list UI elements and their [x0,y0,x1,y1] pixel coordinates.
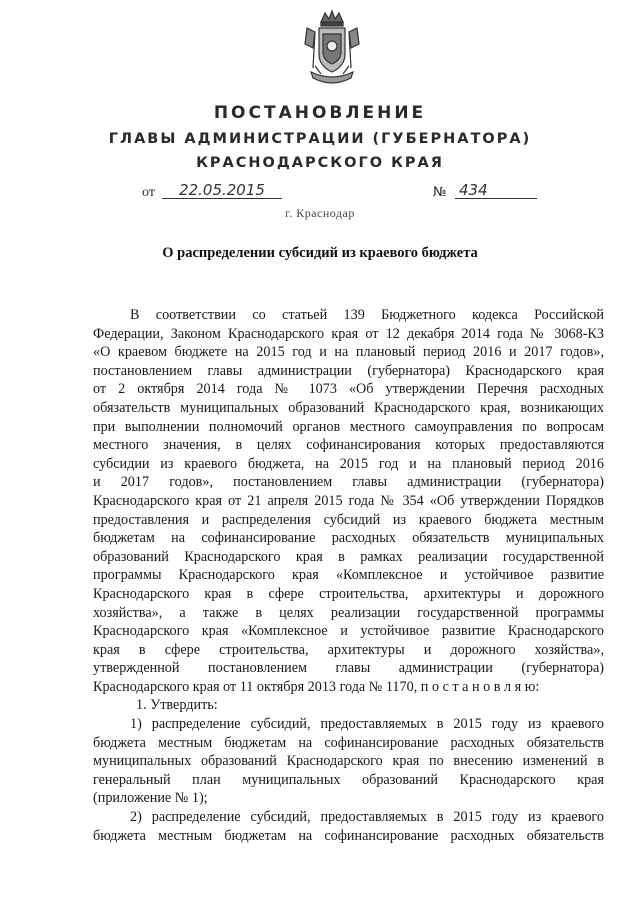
subitem-1-line: муниципальных образований Краснодарского края по внесению изменений в [93,753,604,770]
body-line: местного значения, в целях софинансирования которых предоставляются [93,437,604,454]
body-line: от 2 октября 2014 года № 1073 «Об утверждении Перечня расходных [93,381,604,398]
body-line: субсидии из краевого бюджета, на 2015 год и на плановый период 2016 [93,455,604,472]
document-number: 434 [455,181,537,199]
body-line: бюджетам на софинансирование расходных обязательств муниципальных [93,530,604,547]
body-line: образований Краснодарского края в рамках реализации государственной [93,548,604,565]
body-line: и 2017 годов», постановлением главы администрации (губернатора) [93,474,604,491]
body-line: хозяйства», а также в целях реализации государственной программы [93,604,604,621]
number-prefix: № [433,185,447,200]
body-line: постановлением главы администрации (губернатора) Краснодарского края [93,362,604,379]
body-line: Краснодарского края в сфере строительства, архитектуры и дорожного [93,585,604,602]
document-type-heading: ПОСТАНОВЛЕНИЕ [213,103,427,123]
body-line: утвержденной постановлением главы администрации (губернатора) [93,660,604,677]
body-line: предоставления и распределения субсидий из краевого бюджета местным [93,511,604,528]
region-heading: КРАСНОДАРСКОГО КРАЯ [196,155,444,171]
body-line: программы Краснодарского края «Комплексное и устойчивое развитие [93,567,604,584]
body-line: края в сфере строительства, архитектуры и дорожного хозяйства», [93,641,604,658]
document-date: 22.05.2015 [162,181,282,199]
subitem-1-line: (приложение № 1); [93,790,208,807]
item-1-heading: 1. Утвердить: [136,697,218,714]
authority-heading: ГЛАВЫ АДМИНИСТРАЦИИ (ГУБЕРНАТОРА) [108,131,532,147]
body-line: В соответствии со статьей 139 Бюджетного кодекса Российской [130,307,604,323]
krasnodar-coat-of-arms-icon [301,8,363,88]
document-body [93,306,604,845]
subitem-1-line: 1) распределение субсидий, предоставляемых в 2015 году из краевого [130,716,604,733]
subitem-2-line: 2) распределение субсидий, предоставляемых в 2015 году из краевого [130,809,604,826]
body-line: Краснодарского края от 11 октября 2013 года № 1170, п о с т а н о в л я ю: [93,678,540,695]
body-line: при выполнении полномочий органов местного самоуправления по вопросам [93,418,604,435]
body-line: Федерации, Законом Краснодарского края от 12 декабря 2014 года № 3068-КЗ [93,325,604,342]
subitem-1-line: бюджета местным бюджетам на софинансирование расходных обязательств [93,734,604,751]
subitem-2-line: бюджета местным бюджетам на софинансирование расходных обязательств [93,827,604,844]
body-line: Краснодарского края «Комплексное и устойчивое развитие Краснодарского [93,623,604,640]
subitem-1-line: генеральный план муниципальных образований Краснодарского края [93,771,604,788]
city-label: г. Краснодар [285,206,355,220]
date-prefix: от [142,185,155,200]
body-line: обязательств муниципальных образований Краснодарского края, возникающих [93,399,604,416]
document-title: О распределении субсидий из краевого бюджета [162,245,478,261]
body-line: «О краевом бюджете на 2015 год и на плановый период 2016 и 2017 годов», [93,344,604,361]
body-line: Краснодарского края от 21 апреля 2015 года № 354 «Об утверждении Порядков [93,492,604,509]
